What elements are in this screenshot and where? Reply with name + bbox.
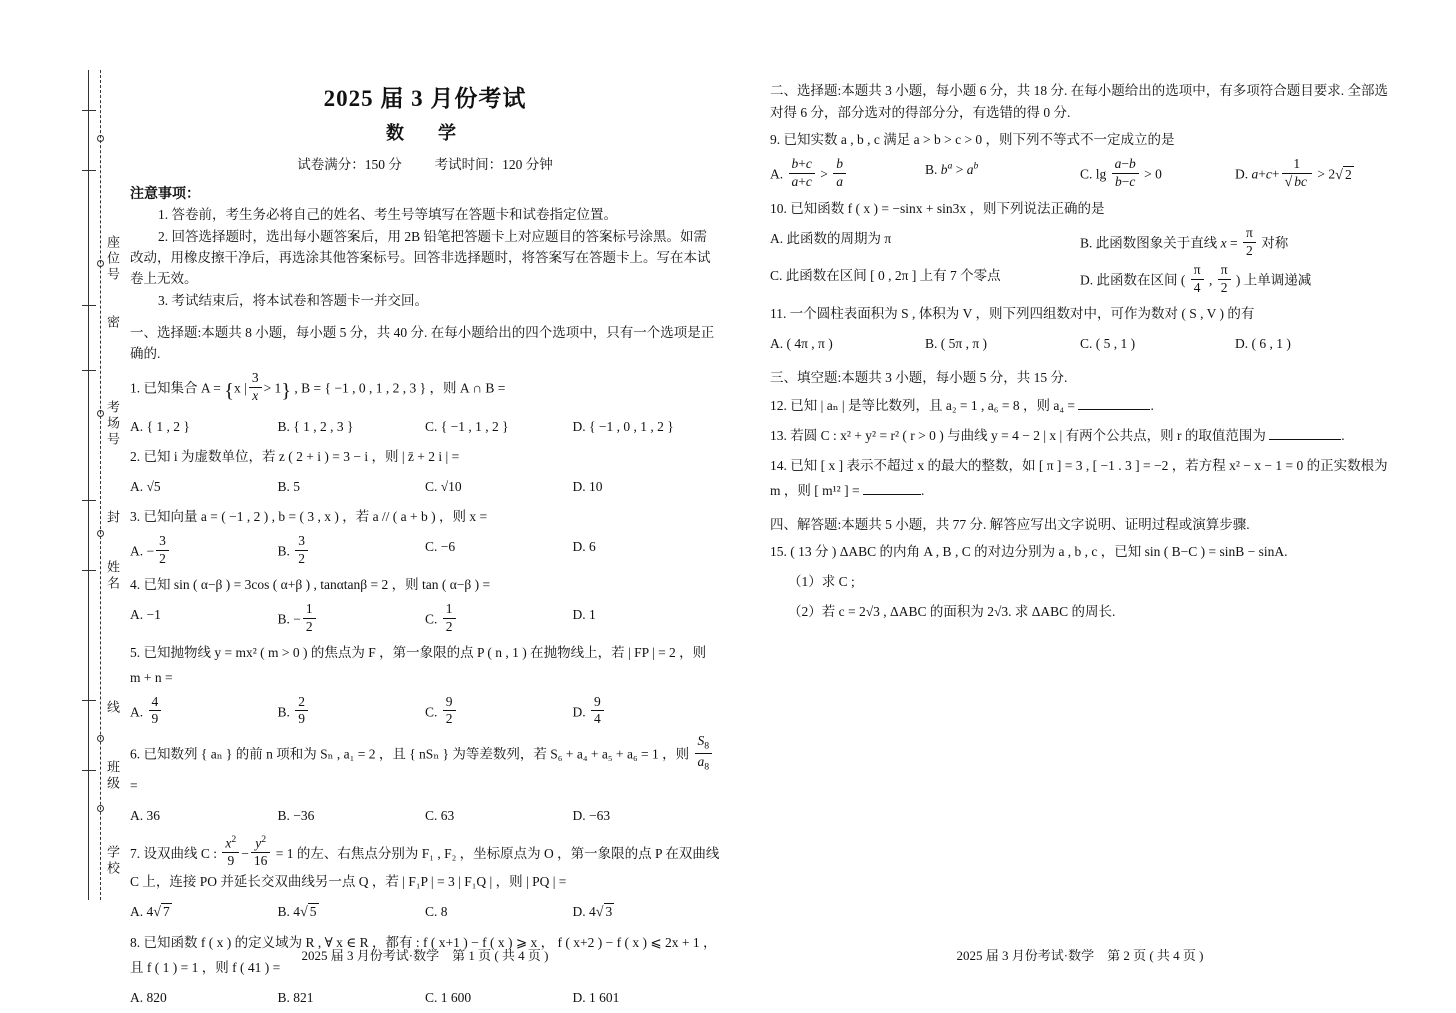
question-15-stem: ( 13 分 ) ΔABC 的内角 A , B , C 的对边分别为 a , b , c ，已知 sin ( B−C ) = sinB − sinA. [790,544,1288,560]
subject-title: 数 学 [386,123,464,143]
question-11 [770,302,1390,327]
option-a[interactable]: A. 36 [130,807,160,823]
option-b[interactable]: B. 5 [277,479,301,495]
option-a[interactable]: A. 4√ 7 [130,904,170,921]
option-b[interactable]: B. $\frac{3}{2}$ [278,533,426,568]
question-13 [770,424,1390,449]
notice-item-1: 1. 答卷前，考生务必将自己的姓名、考生号等填写在答题卡和试卷指定位置。 [158,207,617,222]
question-14-number: 14. [770,457,787,473]
question-9-number: 9. [770,132,781,148]
answer-blank[interactable] [863,481,921,495]
duration-text: 考试时间：120 分钟 [434,157,553,172]
question-7: 7. 设双曲线 C : $\frac{x^2}{9}$ − $\frac{y^2}{16}$ = 1 的左、右焦点分别为 F₁ , F₂ ，坐标原点为 O ，第一象限的点 P 在双曲线 C 上，连接 PO 并延长交双曲线另一点 Q ，若 | F₁P | = 3 | F₁Q | ，则 | PQ | = [130,833,720,890]
question-7-number: 7. [130,845,141,861]
question-1-number: 1. [130,380,141,396]
question-2-stem: 已知 i 为虚数单位，若 z ( 2 + i ) = 3 − i ，则 | z̄ + 2 i | = [143,449,460,465]
question-2 [130,445,720,470]
question-14-tail: . [920,482,925,498]
option-b[interactable]: B. $b^a > a^b$ [925,160,979,178]
option-a[interactable]: A. − $\frac{3}{2}$ [130,533,278,568]
notice-title: 注意事项： [130,187,200,202]
section-heading-4: 四、解答题:本题共 5 小题，共 77 分. 解答应写出文字说明、证明过程或演算步骤. [770,516,1250,532]
option-b[interactable]: B. { 1 , 2 , 3 } [277,419,354,435]
question-3-number: 3. [130,509,141,525]
question-2-number: 2. [130,449,141,465]
option-a[interactable]: A. −1 [130,606,161,622]
question-9-options [770,156,1390,192]
footer-right: 2025 届 3 月份考试·数学 第 2 页 ( 共 4 页 ) [956,948,1204,963]
option-b[interactable]: B. 此函数图象关于直线 x = $\frac{\pi}{2}$ 对称 [1080,224,1289,258]
question-14 [770,454,1390,504]
option-a[interactable]: A. √5 [130,479,161,495]
option-d[interactable]: D. 1 [572,606,596,622]
question-7-stem-b: = 1 的左、右焦点分别为 F₁ , F₂ ，坐标原点为 O ，第一象限的点 P 在双曲线 C 上，连接 PO 并延长交双曲线另一点 Q ，若 | F₁P | = 3 | F₁Q | ，则 | PQ | = [130,845,720,890]
question-5-number: 5. [130,644,141,660]
option-c[interactable]: C. 1 600 [425,990,472,1006]
option-a[interactable]: A. 此函数的周期为 π [770,230,892,246]
question-12 [770,394,1390,419]
question-13-tail: . [1341,427,1345,443]
binding-label-mi: 密 [105,315,120,331]
question-11-number: 11. [770,306,787,322]
option-d[interactable]: D. 此函数在区间 ( $\frac{\pi}{4}$ , $\frac{\pi}{2}$ ) 上单调递减 [1080,262,1312,296]
option-d[interactable]: D. −63 [572,807,611,823]
option-d[interactable]: D. 1 601 [572,990,620,1006]
question-6-stem-a: 已知数列 { aₙ } 的前 n 项和为 Sₙ , a₁ = 2 ，且 { nSₙ } 为等差数列，若 S₆ + a₄ + a₅ + a₆ = 1 ，则 [143,746,690,762]
question-15 [770,540,1390,565]
binding-label-school: 学校 [105,845,120,877]
question-15-number: 15. [770,544,787,560]
question-1-set-left: x | [233,380,247,396]
question-5-options [130,694,720,729]
question-4-options [130,601,720,636]
option-b[interactable]: B. 4√ 5 [277,904,317,921]
option-c[interactable]: C. 此函数在区间 [ 0 , 2π ] 上有 7 个零点 [770,268,1001,284]
question-15-sub-1: （1）求 C ; [788,574,855,590]
option-a[interactable]: A. $\frac{4}{9}$ [130,694,278,729]
question-10 [770,197,1390,222]
notice-item-3: 3. 考试结束后，将本试卷和答题卡一并交回。 [158,292,428,308]
question-13-stem: 若圆 C : x² + y² = r² ( r > 0 ) 与曲线 y = 4 − 2 | x | 有两个公共点，则 r 的取值范围为 [790,427,1266,443]
question-12-number: 12. [770,397,787,413]
option-d[interactable]: D. 4√ 3 [572,904,613,921]
page-column-left [130,70,720,1013]
option-b[interactable]: B. −36 [277,807,315,823]
binding-margin [60,70,120,900]
answer-blank[interactable] [1269,426,1341,440]
option-c[interactable]: C. { −1 , 1 , 2 } [425,419,509,435]
question-4-number: 4. [130,576,141,592]
option-d[interactable]: D. a+c+ $\frac{1}{√ bc}$ > 2√ 2 [1235,156,1352,191]
question-6-number: 6. [130,746,141,762]
question-1: 1. 已知集合 A = {x | $\frac{3}{x}$ > 1} , B = { −1 , 0 , 1 , 2 , 3 } ，则 A ∩ B = [130,369,506,403]
answer-blank[interactable] [1078,396,1150,410]
question-8-stem: 已知函数 f ( x ) 的定义域为 R , ∀ x ∈ R ，都有 : f ( x+1 ) − f ( x ) ⩾ x ， f ( x+2 ) − f ( x ) ⩽ 2x + 1 ，且 f ( 1 ) = 1 ，则 f ( 41 ) = [130,935,717,976]
question-6: 6. 已知数列 { aₙ } 的前 n 项和为 Sₙ , a₁ = 2 ，且 { nSₙ } 为等差数列，若 S₆ + a₄ + a₅ + a₆ = 1 ，则 $\frac{S_8}{a_8}$ = [130,733,720,799]
question-14-stem: 已知 [ x ] 表示不超过 x 的最大的整数，如 [ π ] = 3 , [ −1 . 3 ] = −2 ，若方程 x² − x − 1 = 0 的正实数根为 m ，则 [ m¹² ] = [770,457,1388,498]
notice-item-2: 2. 回答选择题时，选出每小题答案后，用 2B 铅笔把答题卡上对应题目的答案标号涂黑。如需改动，用橡皮擦干净后，再选涂其他答案标号。回答非选择题时，将答案写在答题卡上。写在本试卷上无效。 [130,228,711,286]
option-c[interactable]: C. √10 [425,479,462,495]
option-d[interactable]: D. $\frac{9}{4}$ [573,694,721,729]
question-8-number: 8. [130,935,141,951]
option-c[interactable]: C. 63 [425,807,455,823]
question-10-number: 10. [770,200,787,216]
question-6-stem-b: = [130,777,138,793]
question-7-stem-a: 设双曲线 C : [143,845,218,861]
question-9 [770,128,1390,153]
binding-label-seat-number: 座位号 [105,235,120,283]
option-a[interactable]: A. 820 [130,990,167,1006]
option-c[interactable]: C. lg $\frac{a-b}{b-c}$ > 0 [1080,156,1162,190]
section-heading-3: 三、填空题:本题共 3 小题，每小题 5 分，共 15 分. [770,370,1068,386]
question-2-options [130,473,720,500]
question-9-stem: 已知实数 a , b , c 满足 a > b > c > 0 ，则下列不等式不一定成立的是 [783,132,1175,148]
option-d[interactable]: D. { −1 , 0 , 1 , 2 } [572,419,674,435]
option-c[interactable]: C. 8 [425,904,448,920]
question-4-stem: 已知 sin ( α−β ) = 3cos ( α+β ) , tanαtanβ = 2 ，则 tan ( α−β ) = [143,576,491,592]
option-a[interactable]: A. { 1 , 2 } [130,419,190,435]
binding-label-class: 班级 [105,760,120,792]
option-b[interactable]: B. − $\frac{1}{2}$ [278,601,426,636]
footer-left: 2025 届 3 月份考试·数学 第 1 页 ( 共 4 页 ) [301,948,549,963]
page-title: 2025 届 3 月份考试 [323,86,527,111]
option-d[interactable]: D. ( 6 , 1 ) [1235,336,1291,352]
section-heading-1: 一、选择题:本题共 8 小题，每小题 5 分，共 40 分. 在每小题给出的四个选项中，只有一个选项是正确的. [130,324,715,362]
question-8-options [130,984,720,1011]
option-b[interactable]: B. 821 [277,990,314,1006]
question-13-number: 13. [770,427,787,443]
section-heading-2: 二、选择题:本题共 3 小题，每小题 6 分，共 18 分. 在每小题给出的选项中，有多项符合题目要求. 全部选对得 6 分，部分选对的得部分分，有选错的得 0 分. [770,83,1388,120]
binding-label-name: 姓名 [105,560,120,592]
question-1-stem-a: 已知集合 A = [143,380,221,396]
question-10-options-row2 [770,262,1390,297]
question-3-stem: 已知向量 a = ( −1 , 2 ) , b = ( 3 , x ) ，若 a // ( a + b ) ，则 x = [143,509,488,525]
option-b[interactable]: B. $\frac{2}{9}$ [278,694,426,729]
question-12-stem: 已知 | aₙ | 是等比数列，且 a₂ = 1 , a₆ = 8 ，则 a₄ = [790,397,1076,413]
option-a[interactable]: A. ( 4π , π ) [770,336,833,352]
binding-label-exam-room: 考场号 [105,400,120,448]
question-3 [130,505,720,530]
exam-meta-line [130,153,720,173]
question-12-tail: . [1150,397,1154,413]
question-3-options [130,533,720,568]
question-11-options [770,330,1390,357]
question-1-set-right: > 1 [263,380,282,396]
option-a[interactable]: A. $\frac{b+c}{a+c}$ > $\frac{b}{a}$ [770,156,925,192]
question-6-options [130,802,720,829]
question-1-options [130,413,720,440]
option-d[interactable]: D. 10 [572,479,603,495]
question-5-stem: 已知抛物线 y = mx² ( m > 0 ) 的焦点为 F ，第一象限的点 P ( n , 1 ) 在抛物线上，若 | FP | = 2 ，则 m + n = [130,644,707,685]
question-11-stem: 一个圆柱表面积为 S , 体积为 V ，则下列四组数对中，可作为数对 ( S , V ) 的有 [789,306,1255,322]
question-15-sub-2: （2）若 c = 2√3 , ΔABC 的面积为 2√3. 求 ΔABC 的周长. [788,604,1116,620]
binding-label-xian: 线 [105,700,120,716]
option-d[interactable]: D. 6 [572,539,596,555]
question-5 [130,641,720,691]
notice-block [130,183,720,312]
full-score-text: 试卷满分：150 分 [297,157,402,172]
binding-label-feng: 封 [105,510,120,526]
question-10-options-row1 [770,225,1390,260]
option-b[interactable]: B. ( 5π , π ) [925,336,988,352]
question-4 [130,573,720,598]
option-c[interactable]: C. ( 5 , 1 ) [1080,336,1136,352]
question-7-options [130,898,720,926]
page-column-right [770,70,1390,625]
question-1-stem-b: , B = { −1 , 0 , 1 , 2 , 3 } ，则 A ∩ B = [294,380,506,396]
option-c[interactable]: C. −6 [425,539,456,555]
option-c[interactable]: C. $\frac{1}{2}$ [425,601,573,636]
question-10-stem: 已知函数 f ( x ) = −sinx + sin3x ，则下列说法正确的是 [790,200,1105,216]
option-c[interactable]: C. $\frac{9}{2}$ [425,694,573,729]
